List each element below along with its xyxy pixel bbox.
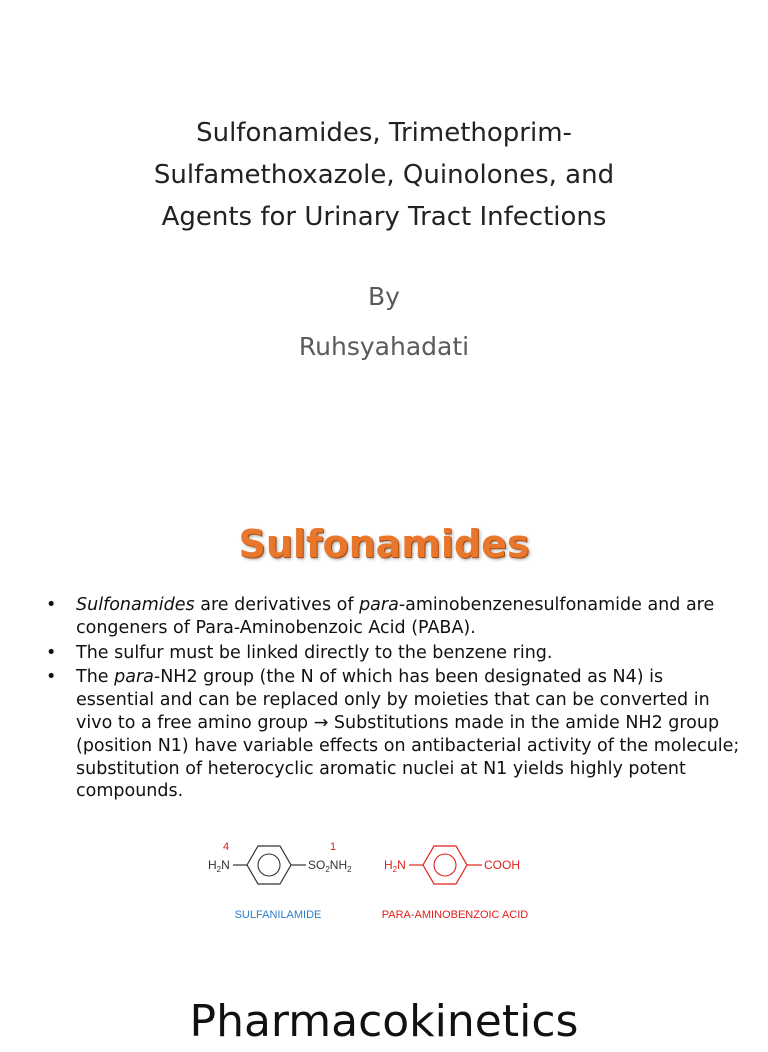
bullet-dot: • [46,667,57,688]
bullet-text: are derivatives of [194,595,360,615]
title-line: Agents for Urinary Tract Infections [161,202,607,232]
slide2-title: Sulfonamides [238,522,530,566]
bullet-item [46,642,746,665]
bullet-text: Sulfonamides [76,595,195,615]
sulfanilamide-structure [208,841,352,921]
bullet-text: para [114,667,154,688]
benzene-ring [247,846,291,884]
title-line: Sulfonamides, Trimethoprim- [196,118,572,148]
carboxyl-group: COOH [484,858,520,872]
position-1-label: 1 [329,841,337,853]
by-label: By [368,282,400,311]
bullet-item [46,594,746,640]
sulfonamide-group: $SO_2NH_2$ [308,858,352,874]
paba-caption: PARA-AMINOBENZOIC ACID [381,909,529,921]
bullet-dot: • [46,642,57,663]
sulfanilamide-caption: SULFANILAMIDE [234,909,322,921]
bullet-text: para [359,595,399,615]
bullet-text: -NH2 group (the N of which has been designated as N4) is essential and can be replaced only by moieties that can be converted in vivo to a free amino group → Substitutions made in the amide NH2 group (position N1) have variable effects on antibacterial activity of the molecule; substitution of heterocyclic aromatic nuclei at N1 yields highly potent compounds. [76,667,740,802]
bullet-text: The [76,667,115,688]
bullet-dot: • [46,595,57,615]
sulfanilamide-amine-group: $H_2N$ [208,858,230,874]
slide3-title: Pharmacokinetics [189,996,579,1047]
bullet-item [46,666,746,803]
bullet-list [46,594,746,805]
bullet-text: -aminobenzenesulfonamide and are congeners of Para-Aminobenzoic Acid (PABA). [76,595,715,638]
title-line: Sulfamethoxazole, Quinolones, and [153,160,615,190]
paba-amine-group: $H_2N$ [384,858,406,874]
structure-diagram [0,836,768,936]
author-name: Ruhsyahadati [298,332,470,361]
benzene-ring [423,846,467,884]
slide1-title [84,112,684,238]
position-4-label: 4 [222,841,230,853]
bullet-text: The sulfur must be linked directly to the benzene ring. [76,642,553,663]
paba-structure [382,846,529,921]
